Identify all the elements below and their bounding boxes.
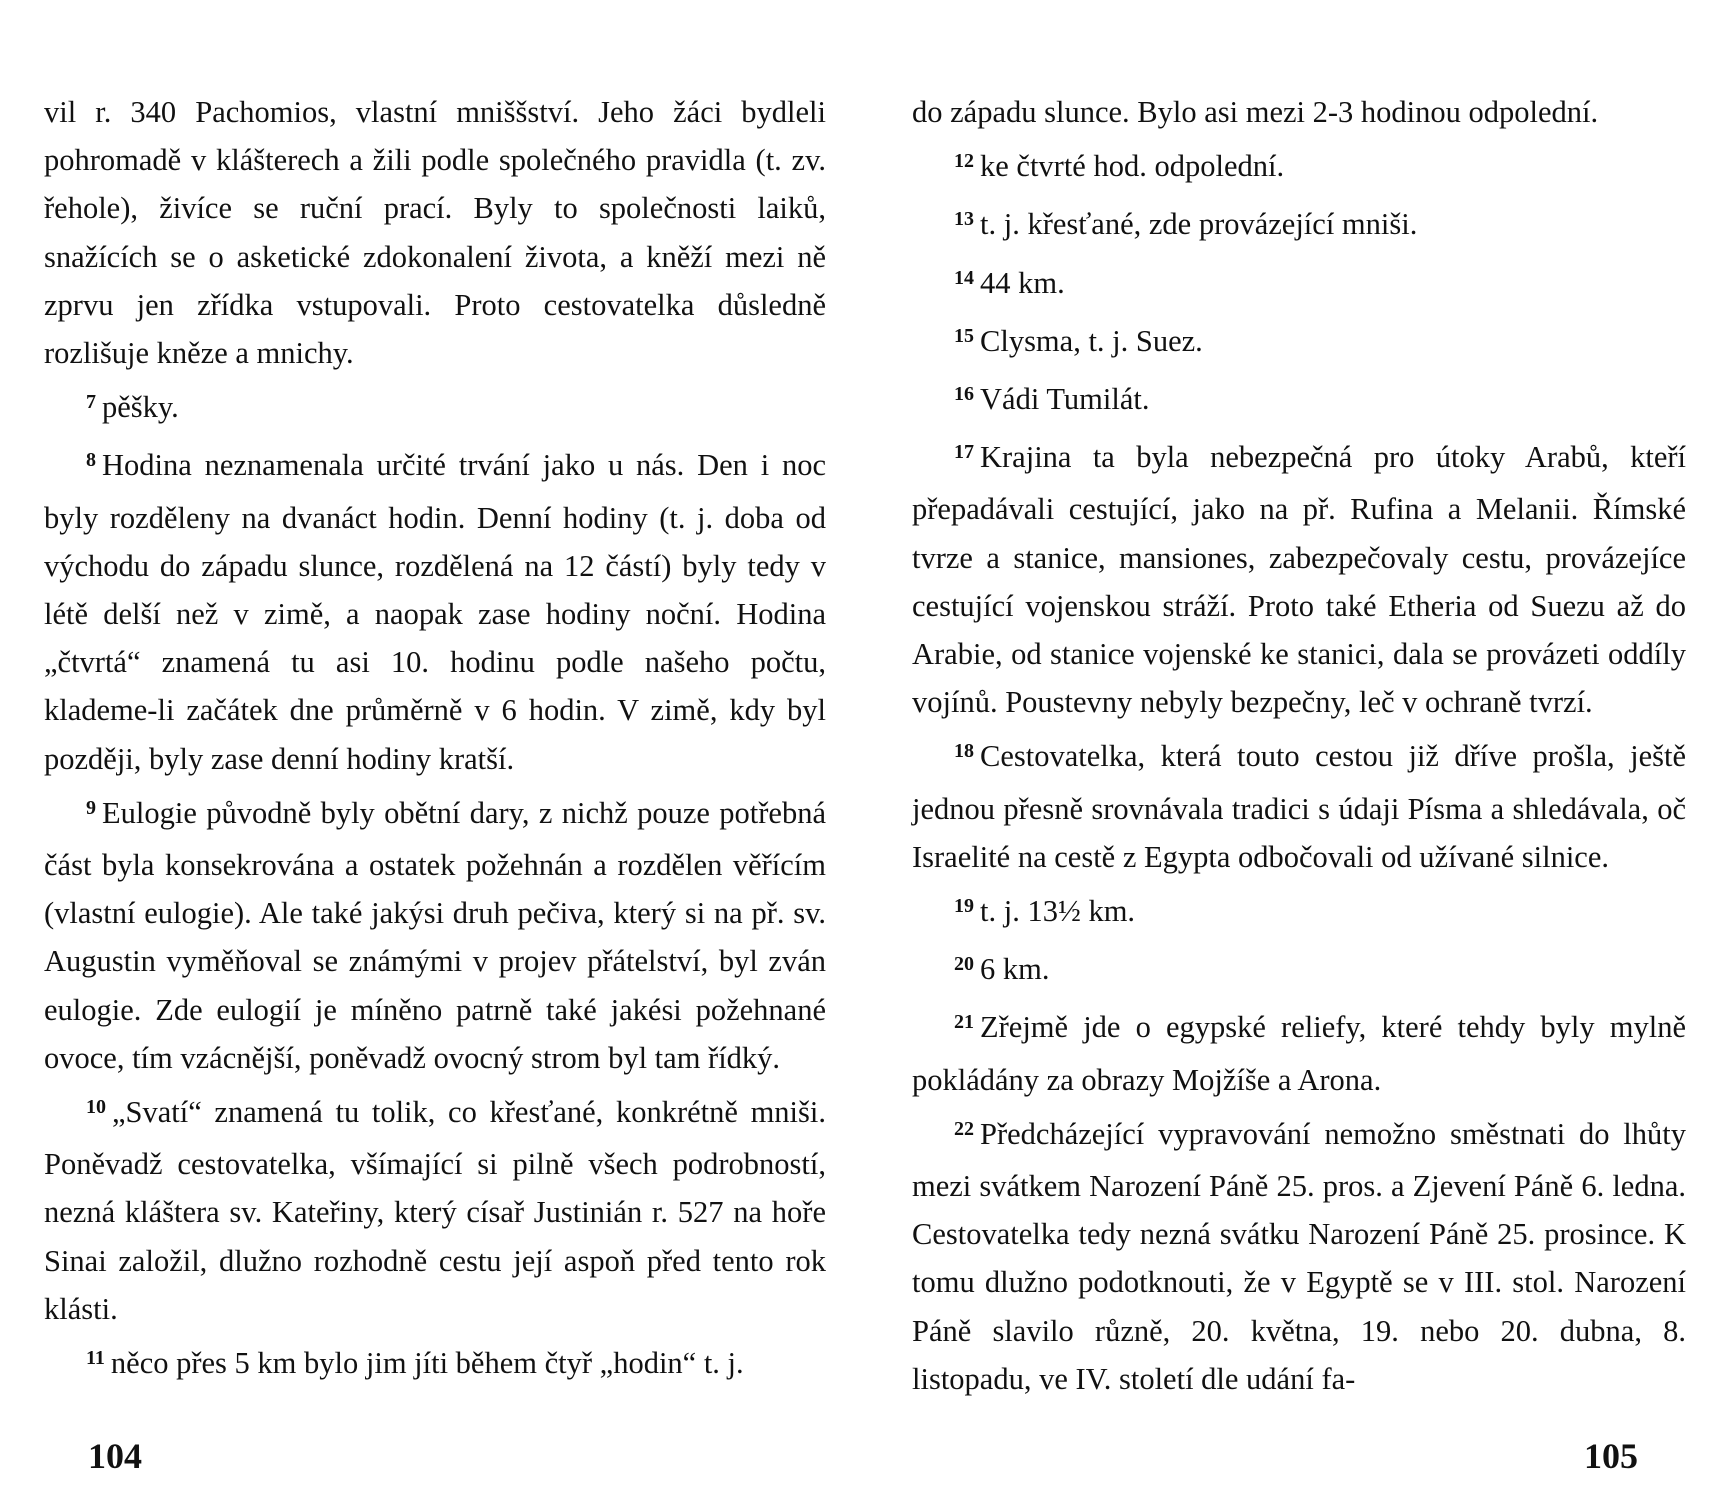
footnote-7 bbox=[44, 383, 826, 435]
footnote-number: 18 bbox=[954, 740, 974, 763]
footnote-number: 22 bbox=[954, 1117, 974, 1140]
footnote-number: 9 bbox=[86, 796, 96, 819]
left-page bbox=[44, 88, 826, 1397]
footnote-number: 7 bbox=[86, 391, 96, 414]
footnote-number: 15 bbox=[954, 324, 974, 347]
page-number-left: 104 bbox=[88, 1436, 142, 1476]
footnote-number: 17 bbox=[954, 441, 974, 464]
footnote-text: něco přes 5 km bylo jim jíti během čtyř „hodin“ t. j. bbox=[110, 1346, 744, 1381]
footnote-number: 20 bbox=[954, 953, 974, 976]
footnote-text: Clysma, t. j. Suez. bbox=[980, 323, 1203, 358]
page-number-right: 105 bbox=[1584, 1436, 1638, 1476]
footnote-number: 13 bbox=[954, 208, 974, 231]
right-page bbox=[912, 88, 1686, 1409]
footnote-text: Krajina ta byla nebezpečná pro útoky Arabů, kteří přepadávali cestující, jako na př. Rufina a Melanii. Římské tvrze a stanice, mansiones, zabezpečovaly cestu, provázejíce cestující vojenskou stráží. Proto také Etheria od Suezu až do Arabie, od stanice vojenské ke stanici, dala se provázeti oddíly vojínů. Poustevny nebyly bezpečny, leč v ochraně tvrzí. bbox=[912, 440, 1686, 720]
footnote-9 bbox=[44, 789, 826, 1082]
footnote-text: Vádi Tumilát. bbox=[980, 382, 1150, 417]
footnote-16 bbox=[912, 375, 1686, 427]
footnote-11 bbox=[44, 1339, 826, 1391]
footnote-number: 19 bbox=[954, 895, 974, 918]
footnote-text: t. j. křesťané, zde provázející mniši. bbox=[980, 207, 1418, 242]
footnote-text: Zřejmě jde o egypské reliefy, které tehdy byly mylně pokládány za obrazy Mojžíše a Arona. bbox=[912, 1010, 1686, 1097]
footnote-12 bbox=[912, 142, 1686, 194]
footnote-number: 21 bbox=[954, 1011, 974, 1034]
footnote-13 bbox=[912, 200, 1686, 252]
footnote-number: 11 bbox=[86, 1347, 105, 1370]
footnote-20 bbox=[912, 945, 1686, 997]
footnote-8 bbox=[44, 441, 826, 782]
footnote-15 bbox=[912, 317, 1686, 369]
footnote-text: „Svatí“ znamená tu tolik, co křesťané, konkrétně mniši. Poněvadž cestovatelka, všímající si pilně všech podrobností, nezná kláštera sv. Kateřiny, který císař Justinián r. 527 na hoře Sinai založil, dlužno rozhodně cestu její aspoň před tento rok klásti. bbox=[44, 1095, 826, 1326]
footnote-text: Hodina neznamenala určité trvání jako u nás. Den i noc byly rozděleny na dvanáct hodin. Denní hodiny (t. j. doba od východu do západu slunce, rozdělená na 12 částí) byly tedy v létě delší než v zimě, a naopak zase hodiny noční. Hodina „čtvrtá“ znamená tu asi 10. hodinu podle našeho počtu, klademe-li začátek dne průměrně v 6 hodin. V zimě, kdy byl později, byly zase denní hodiny kratší. bbox=[44, 448, 826, 776]
footnote-14 bbox=[912, 259, 1686, 311]
footnote-text: 44 km. bbox=[980, 265, 1065, 300]
footnote-number: 16 bbox=[954, 383, 974, 406]
footnote-number: 10 bbox=[86, 1096, 106, 1119]
footnote-text: ke čtvrté hod. odpolední. bbox=[980, 149, 1285, 184]
footnote-text: t. j. 13½ km. bbox=[980, 894, 1136, 929]
footnote-text: pěšky. bbox=[102, 390, 179, 425]
left-intro-paragraph: vil r. 340 Pachomios, vlastní mniššství. Jeho žáci bydleli pohromadě v klášterech a žili podle společného pravidla (t. zv. řehole), živíce se ruční prací. Byly to společnosti laiků, snažících se o asketické zdokonalení života, a kněží mezi ně zprvu jen zřídka vstupovali. Proto cestovatelka důsledně rozlišuje kněze a mnichy. bbox=[44, 95, 826, 371]
footnote-text: Cestovatelka, která touto cestou již dříve prošla, ještě jednou přesně srovnávala tradici s údaji Písma a shledávala, oč Israelité na cestě z Egypta odbočovali od užívané silnice. bbox=[912, 739, 1686, 874]
footnote-18 bbox=[912, 732, 1686, 881]
footnote-text: 6 km. bbox=[980, 952, 1050, 987]
footnote-text: Předcházející vypravování nemožno směstnati do lhůty mezi svátkem Narození Páně 25. pros. a Zjevení Páně 6. ledna. Cestovatelka tedy nezná svátku Narození Páně 25. prosince. K tomu dlužno podotknouti, že v Egyptě se v III. stol. Narození Páně slavilo různě, 20. května, 19. nebo 20. dubna, 8. listopadu, ve IV. století dle udání fa- bbox=[912, 1116, 1686, 1396]
footnote-22 bbox=[912, 1110, 1686, 1403]
footnote-21 bbox=[912, 1003, 1686, 1103]
footnote-number: 14 bbox=[954, 266, 974, 289]
footnote-19 bbox=[912, 887, 1686, 939]
footnote-17 bbox=[912, 433, 1686, 726]
footnote-text: Eulogie původně byly obětní dary, z nichž pouze potřebná část byla konsekrována a ostatek požehnán a rozdělen věřícím (vlastní eulogie). Ale také jakýsi druh pečiva, který si na př. sv. Augustin vyměňoval se známými v projev přátelství, byl zván eulogie. Zde eulogií je míněno patrně také jakési požehnané ovoce, tím vzácnější, poněvadž ovocný strom byl tam řídký. bbox=[44, 795, 826, 1075]
footnote-number: 12 bbox=[954, 150, 974, 173]
footnote-10 bbox=[44, 1088, 826, 1333]
footnote-number: 8 bbox=[86, 449, 96, 472]
right-intro-paragraph: do západu slunce. Bylo asi mezi 2-3 hodinou odpolední. bbox=[912, 95, 1599, 129]
